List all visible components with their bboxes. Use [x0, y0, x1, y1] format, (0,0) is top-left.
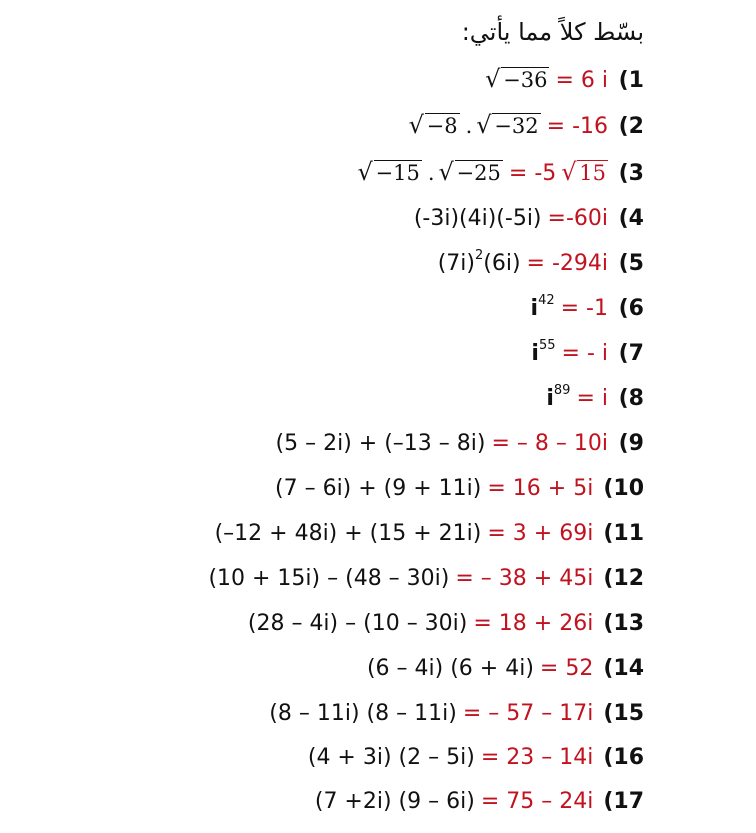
- expression: (7 +2i) (9 – 6i): [314, 788, 475, 814]
- problem-16: [308, 737, 644, 777]
- answer: = i: [576, 385, 608, 411]
- problem-11: [215, 513, 644, 553]
- problem-number: (9: [618, 430, 644, 456]
- problem-number: (15: [603, 700, 644, 726]
- problem-number: (14: [603, 655, 644, 681]
- problem-14: [367, 648, 644, 688]
- expression: $i^{42}$: [530, 292, 555, 321]
- expression: (10 + 15i) – (48 – 30i): [208, 565, 450, 591]
- answer: = 52: [539, 655, 594, 681]
- answer: = -294i: [526, 250, 608, 276]
- problem-number: (16: [603, 744, 644, 770]
- expression: (8 – 11i) (8 – 11i): [269, 700, 457, 726]
- problem-5: [438, 243, 644, 283]
- answer: =-60i: [547, 205, 608, 231]
- expression: (5 – 2i) + (–13 – 8i): [275, 430, 486, 456]
- answer: = 3 + 69i: [487, 520, 594, 546]
- problem-number: (4: [618, 205, 644, 231]
- worksheet-title: بسّط كلاً مما يأتي:: [461, 18, 644, 46]
- problem-17: [315, 781, 644, 821]
- answer: = – 57 – 17i: [462, 700, 594, 726]
- radical: √ −36: [487, 68, 549, 92]
- answer: = -5 √ 15: [509, 161, 608, 186]
- problem-number: (12: [603, 565, 644, 591]
- answer: = 75 – 24i: [480, 788, 594, 814]
- answer: = – 8 – 10i: [491, 430, 608, 456]
- problem-number: (7: [618, 340, 644, 366]
- problem-number: (5: [618, 250, 644, 276]
- problem-number: (10: [603, 475, 644, 501]
- problem-number: (1: [618, 67, 644, 93]
- expression: $(7i)^2(6i)$: [437, 247, 521, 276]
- answer: = – 38 + 45i: [455, 565, 594, 591]
- answer: = -16: [546, 113, 608, 139]
- problem-number: (11: [603, 520, 644, 546]
- problem-7: [531, 333, 644, 373]
- problem-4: [414, 198, 644, 238]
- problem-6: [531, 288, 644, 328]
- expression: $i^{89}$: [546, 382, 571, 411]
- answer: = 16 + 5i: [487, 475, 594, 501]
- expression: $i^{55}$: [531, 337, 556, 366]
- answer: = 18 + 26i: [473, 610, 594, 636]
- answer: = -1: [560, 295, 608, 321]
- radical: √ −15: [360, 161, 422, 185]
- problem-number: (2: [618, 113, 644, 139]
- problem-number: (17: [603, 788, 644, 814]
- expression: (–12 + 48i) + (15 + 21i): [214, 520, 482, 546]
- answer-radical: √ 15: [563, 161, 608, 185]
- answer: = 6 i: [555, 67, 608, 93]
- problem-number: (13: [603, 610, 644, 636]
- problem-2: √ −8 . √ −32 = -16 (2: [411, 106, 644, 146]
- answer: = 23 – 14i: [480, 744, 594, 770]
- expression: (6 – 4i) (6 + 4i): [366, 655, 534, 681]
- problem-3: √ −15 . √ −25 = -5 √ 15 (3: [360, 153, 644, 193]
- expression: (7 – 6i) + (9 + 11i): [275, 475, 482, 501]
- problem-8: [546, 378, 644, 418]
- problem-number: (6: [618, 295, 644, 321]
- expression: (-3i)(4i)(-5i): [413, 205, 542, 231]
- problem-number: (8: [618, 385, 644, 411]
- problem-number: (3: [618, 160, 644, 186]
- problem-1: [487, 60, 644, 100]
- radical: √ −25: [441, 161, 503, 185]
- expression: (4 + 3i) (2 – 5i): [307, 744, 475, 770]
- radical: √ −32: [478, 114, 540, 138]
- answer: = - i: [561, 340, 608, 366]
- problem-12: [208, 558, 644, 598]
- radical: √ −8: [411, 114, 460, 138]
- expression: (28 – 4i) – (10 – 30i): [247, 610, 468, 636]
- problem-9: [276, 423, 644, 463]
- problem-13: [248, 603, 644, 643]
- problem-15: [269, 693, 644, 733]
- problem-10: [275, 468, 644, 508]
